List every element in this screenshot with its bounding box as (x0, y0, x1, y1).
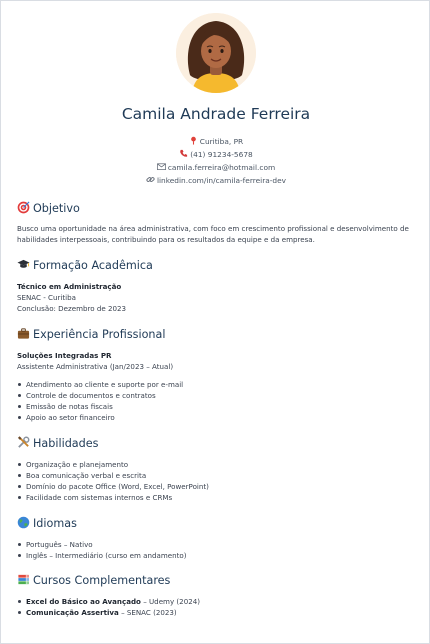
books-icon (17, 573, 30, 586)
section-courses (17, 573, 417, 618)
course-name: Comunicação Assertiva (26, 608, 119, 617)
globe-icon (17, 516, 30, 529)
experience-company: Soluções Integradas PR (17, 351, 112, 360)
list-item: Domínio do pacote Office (Word, Excel, PowerPoint) (17, 481, 417, 492)
briefcase-icon (17, 327, 30, 340)
tools-icon (17, 436, 30, 449)
target-icon (17, 201, 30, 214)
section-title: Idiomas (17, 516, 417, 532)
link-icon (146, 175, 155, 184)
contact-text: Curitiba, PR (199, 137, 244, 146)
candidate-name: Camila Andrade Ferreira (121, 105, 311, 123)
education-institution: SENAC - Curitiba (17, 293, 76, 302)
contact-phone (1, 148, 430, 161)
list-item: Controle de documentos e contratos (17, 390, 417, 401)
courses-list (17, 596, 417, 618)
contact-text: camila.ferreira@hotmail.com (167, 163, 276, 172)
section-title: Habilidades (17, 436, 417, 452)
section-experience (17, 327, 417, 423)
objective-text: Busco uma oportunidade na área administrativa, com foco em crescimento profissional e desenvolvimento de habilidades interpessoais, contribuindo para os resultados da equipe e da empresa. (17, 224, 409, 244)
list-item: Português – Nativo (17, 539, 417, 550)
list-item: Boa comunicação verbal e escrita (17, 470, 417, 481)
list-item: Apoio ao setor financeiro (17, 412, 417, 423)
graduation-cap-icon (17, 258, 30, 271)
list-item: Facilidade com sistemas internos e CRMs (17, 492, 417, 503)
contact-list (1, 135, 430, 187)
contact-location (1, 135, 430, 148)
experience-tasks (17, 379, 417, 423)
list-item (17, 596, 417, 607)
section-title: Experiência Profissional (17, 327, 417, 343)
list-item: Inglês – Intermediário (curso em andamento) (17, 550, 417, 561)
section-title: Objetivo (17, 201, 417, 217)
section-skills (17, 436, 417, 503)
avatar (176, 13, 256, 93)
skills-list (17, 459, 417, 503)
phone-icon (179, 149, 188, 158)
list-item (17, 607, 417, 618)
section-education (17, 258, 417, 314)
list-item: Organização e planejamento (17, 459, 417, 470)
education-completion: Conclusão: Dezembro de 2023 (17, 304, 127, 313)
section-title: Formação Acadêmica (17, 258, 417, 274)
section-objective (17, 201, 417, 245)
section-languages (17, 516, 417, 561)
contact-linkedin[interactable] (1, 174, 430, 187)
course-provider: – Udemy (2024) (140, 597, 201, 606)
contact-text: linkedin.com/in/camila-ferreira-dev (156, 176, 287, 185)
contact-email[interactable] (1, 161, 430, 174)
contact-text: (41) 91234-5678 (190, 150, 253, 159)
languages-list (17, 539, 417, 561)
section-title: Cursos Complementares (17, 573, 417, 589)
experience-role: Assistente Administrativa (Jan/2023 – Atual) (17, 362, 174, 371)
course-name: Excel do Básico ao Avançado (26, 597, 141, 606)
education-course: Técnico em Administração (17, 282, 122, 291)
list-item: Atendimento ao cliente e suporte por e-mail (17, 379, 417, 390)
list-item: Emissão de notas fiscais (17, 401, 417, 412)
course-provider: – SENAC (2023) (118, 608, 177, 617)
pin-icon (189, 136, 198, 145)
envelope-icon (157, 162, 166, 171)
